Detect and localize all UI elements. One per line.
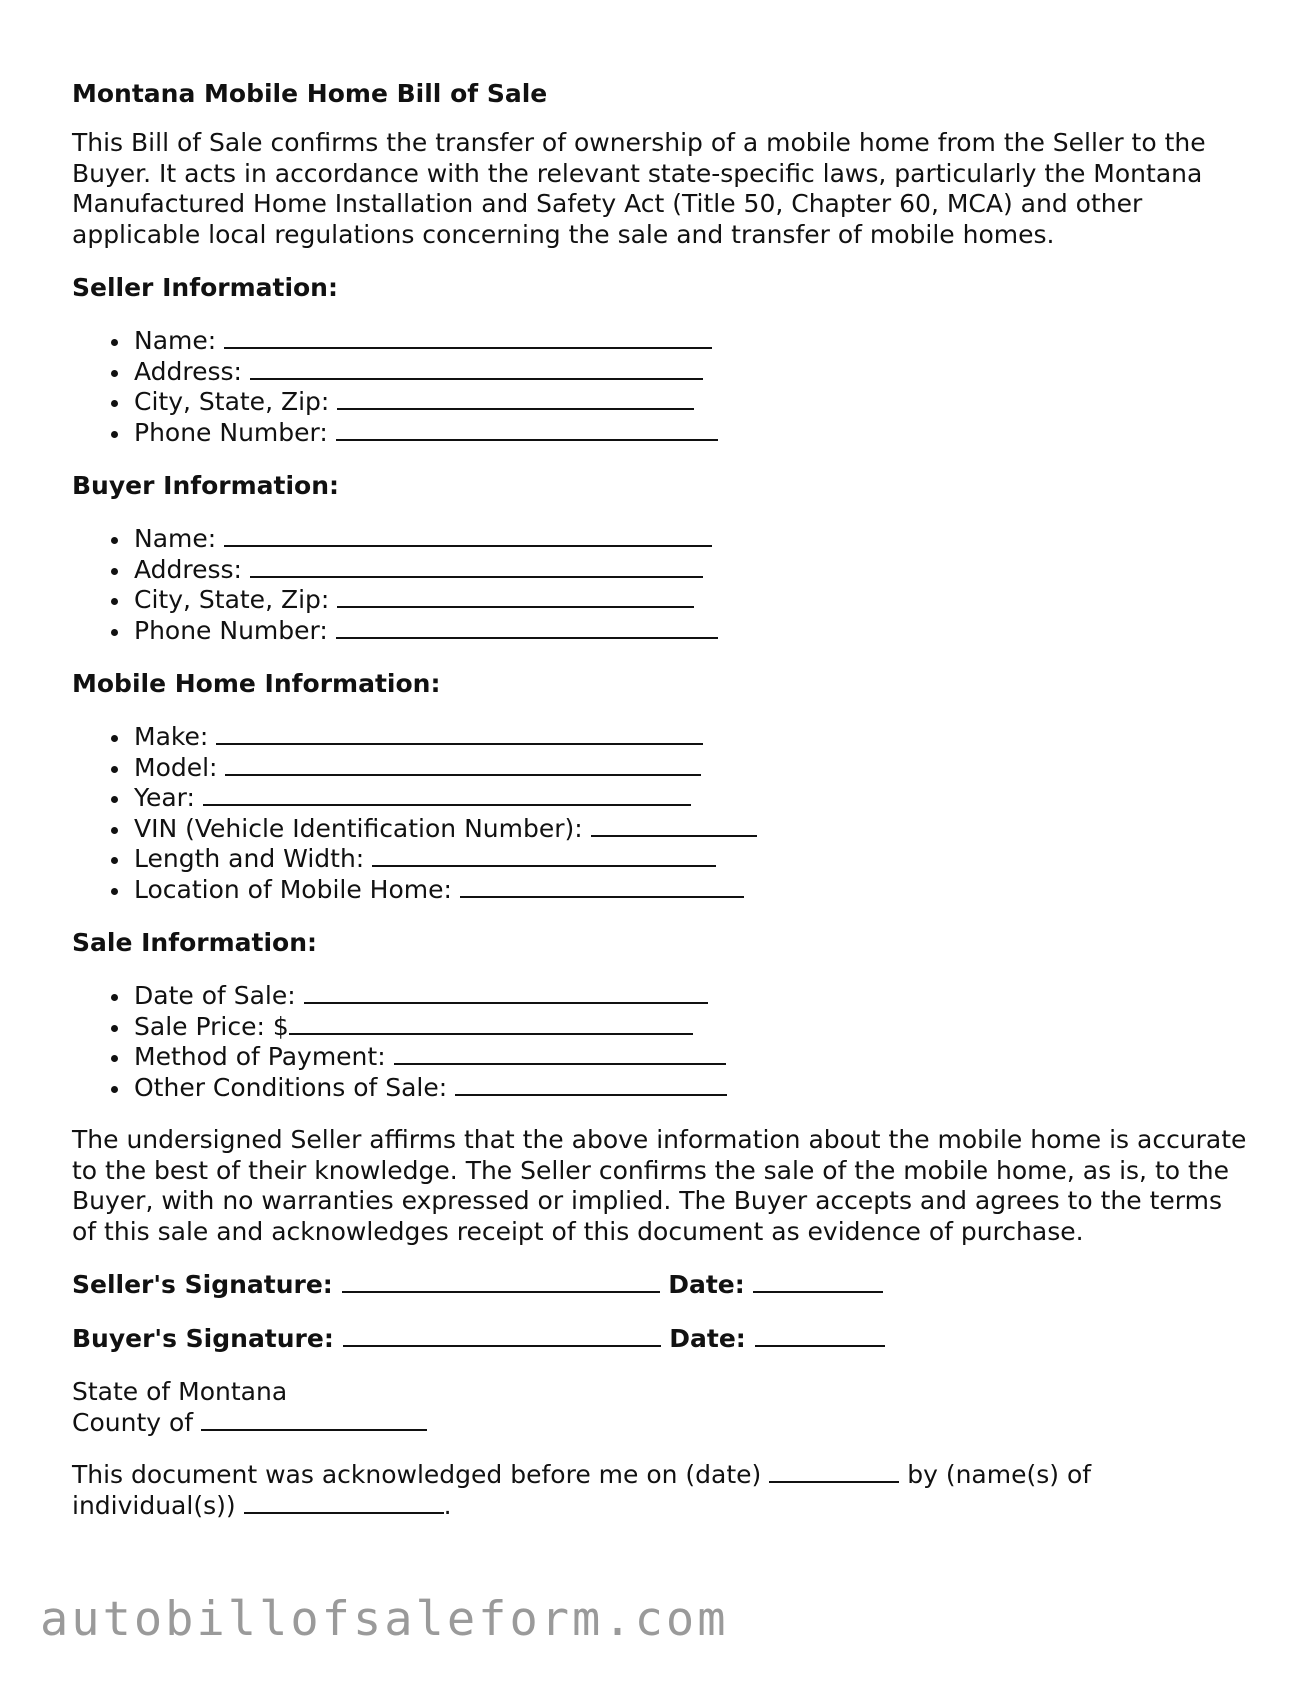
seller-address-blank[interactable] [250, 358, 703, 380]
buyer-phone-blank[interactable] [336, 617, 718, 639]
home-model-blank[interactable] [225, 754, 701, 776]
notary-state: State of Montana [72, 1377, 288, 1406]
site-watermark: autobillofsaleform.com [40, 1592, 729, 1647]
seller-fields [72, 326, 1247, 448]
bill-of-sale-document [72, 78, 1247, 1521]
seller-date-blank[interactable] [753, 1271, 883, 1293]
home-fields [72, 722, 1247, 905]
seller-phone-blank[interactable] [336, 419, 718, 441]
home-location-blank[interactable] [460, 876, 744, 898]
sale-conditions-blank[interactable] [455, 1074, 727, 1096]
home-location-field: Location of Mobile Home: [134, 875, 1247, 906]
home-heading: Mobile Home Information: [72, 669, 441, 698]
buyer-name-blank[interactable] [224, 525, 712, 547]
buyer-city-field: City, State, Zip: [134, 585, 1247, 616]
sale-heading: Sale Information: [72, 928, 317, 957]
buyer-signature-blank[interactable] [343, 1325, 661, 1347]
buyer-name-field: Name: [134, 524, 1247, 555]
home-dimensions-field: Length and Width: [134, 844, 1247, 875]
buyer-fields [72, 524, 1247, 646]
seller-address-field: Address: [134, 357, 1247, 388]
home-year-blank[interactable] [203, 784, 691, 806]
notary-acknowledgment: This document was acknowledged before me on (date) by (name(s) of individual(s)) . [72, 1460, 1092, 1520]
seller-city-blank[interactable] [337, 388, 694, 410]
sale-fields [72, 981, 1247, 1103]
closing-paragraph: The undersigned Seller affirms that the above information about the mobile home is accurate to the best of their knowledge. The Seller confirms the sale of the mobile home, as is, to the Buyer, with no warranties expressed or implied. The Buyer accepts and agrees to the terms of this sale and acknowledges receipt of this document as evidence of purchase. [72, 1125, 1247, 1246]
sale-payment-field: Method of Payment: [134, 1042, 1247, 1073]
seller-signature-blank[interactable] [342, 1271, 660, 1293]
ack-date-blank[interactable] [769, 1461, 899, 1483]
intro-paragraph: This Bill of Sale confirms the transfer of ownership of a mobile home from the Seller to the Buyer. It acts in accordance with the relevant state-specific laws, particularly the Montana Manufactured Home Installation and Safety Act (Title 50, Chapter 60, MCA) and other applicable local regulations concerning the sale and transfer of mobile homes. [72, 128, 1206, 249]
buyer-address-field: Address: [134, 555, 1247, 586]
home-vin-blank[interactable] [591, 815, 757, 837]
buyer-heading: Buyer Information: [72, 471, 340, 500]
home-make-blank[interactable] [216, 723, 703, 745]
sale-date-blank[interactable] [304, 982, 708, 1004]
seller-heading: Seller Information: [72, 273, 338, 302]
sale-date-field: Date of Sale: [134, 981, 1247, 1012]
county-blank[interactable] [201, 1409, 427, 1431]
buyer-city-blank[interactable] [337, 586, 694, 608]
home-make-field: Make: [134, 722, 1247, 753]
notary-county: County of [72, 1408, 1247, 1439]
buyer-signature-line: Buyer's Signature: Date: [72, 1323, 1247, 1355]
sale-price-blank[interactable] [289, 1013, 693, 1035]
home-vin-field: VIN (Vehicle Identification Number): [134, 814, 1247, 845]
sale-price-field: Sale Price: $ [134, 1012, 1247, 1043]
notary-venue [72, 1377, 1247, 1438]
sale-conditions-field: Other Conditions of Sale: [134, 1073, 1247, 1104]
ack-names-blank[interactable] [244, 1492, 444, 1514]
document-title: Montana Mobile Home Bill of Sale [72, 79, 548, 108]
seller-name-blank[interactable] [224, 327, 712, 349]
seller-signature-line: Seller's Signature: Date: [72, 1269, 1247, 1301]
home-year-field: Year: [134, 783, 1247, 814]
buyer-date-blank[interactable] [755, 1325, 885, 1347]
home-model-field: Model: [134, 753, 1247, 784]
home-dimensions-blank[interactable] [372, 845, 716, 867]
sale-payment-blank[interactable] [394, 1043, 726, 1065]
seller-phone-field: Phone Number: [134, 418, 1247, 449]
buyer-address-blank[interactable] [250, 556, 703, 578]
seller-city-field: City, State, Zip: [134, 387, 1247, 418]
seller-name-field: Name: [134, 326, 1247, 357]
buyer-phone-field: Phone Number: [134, 616, 1247, 647]
